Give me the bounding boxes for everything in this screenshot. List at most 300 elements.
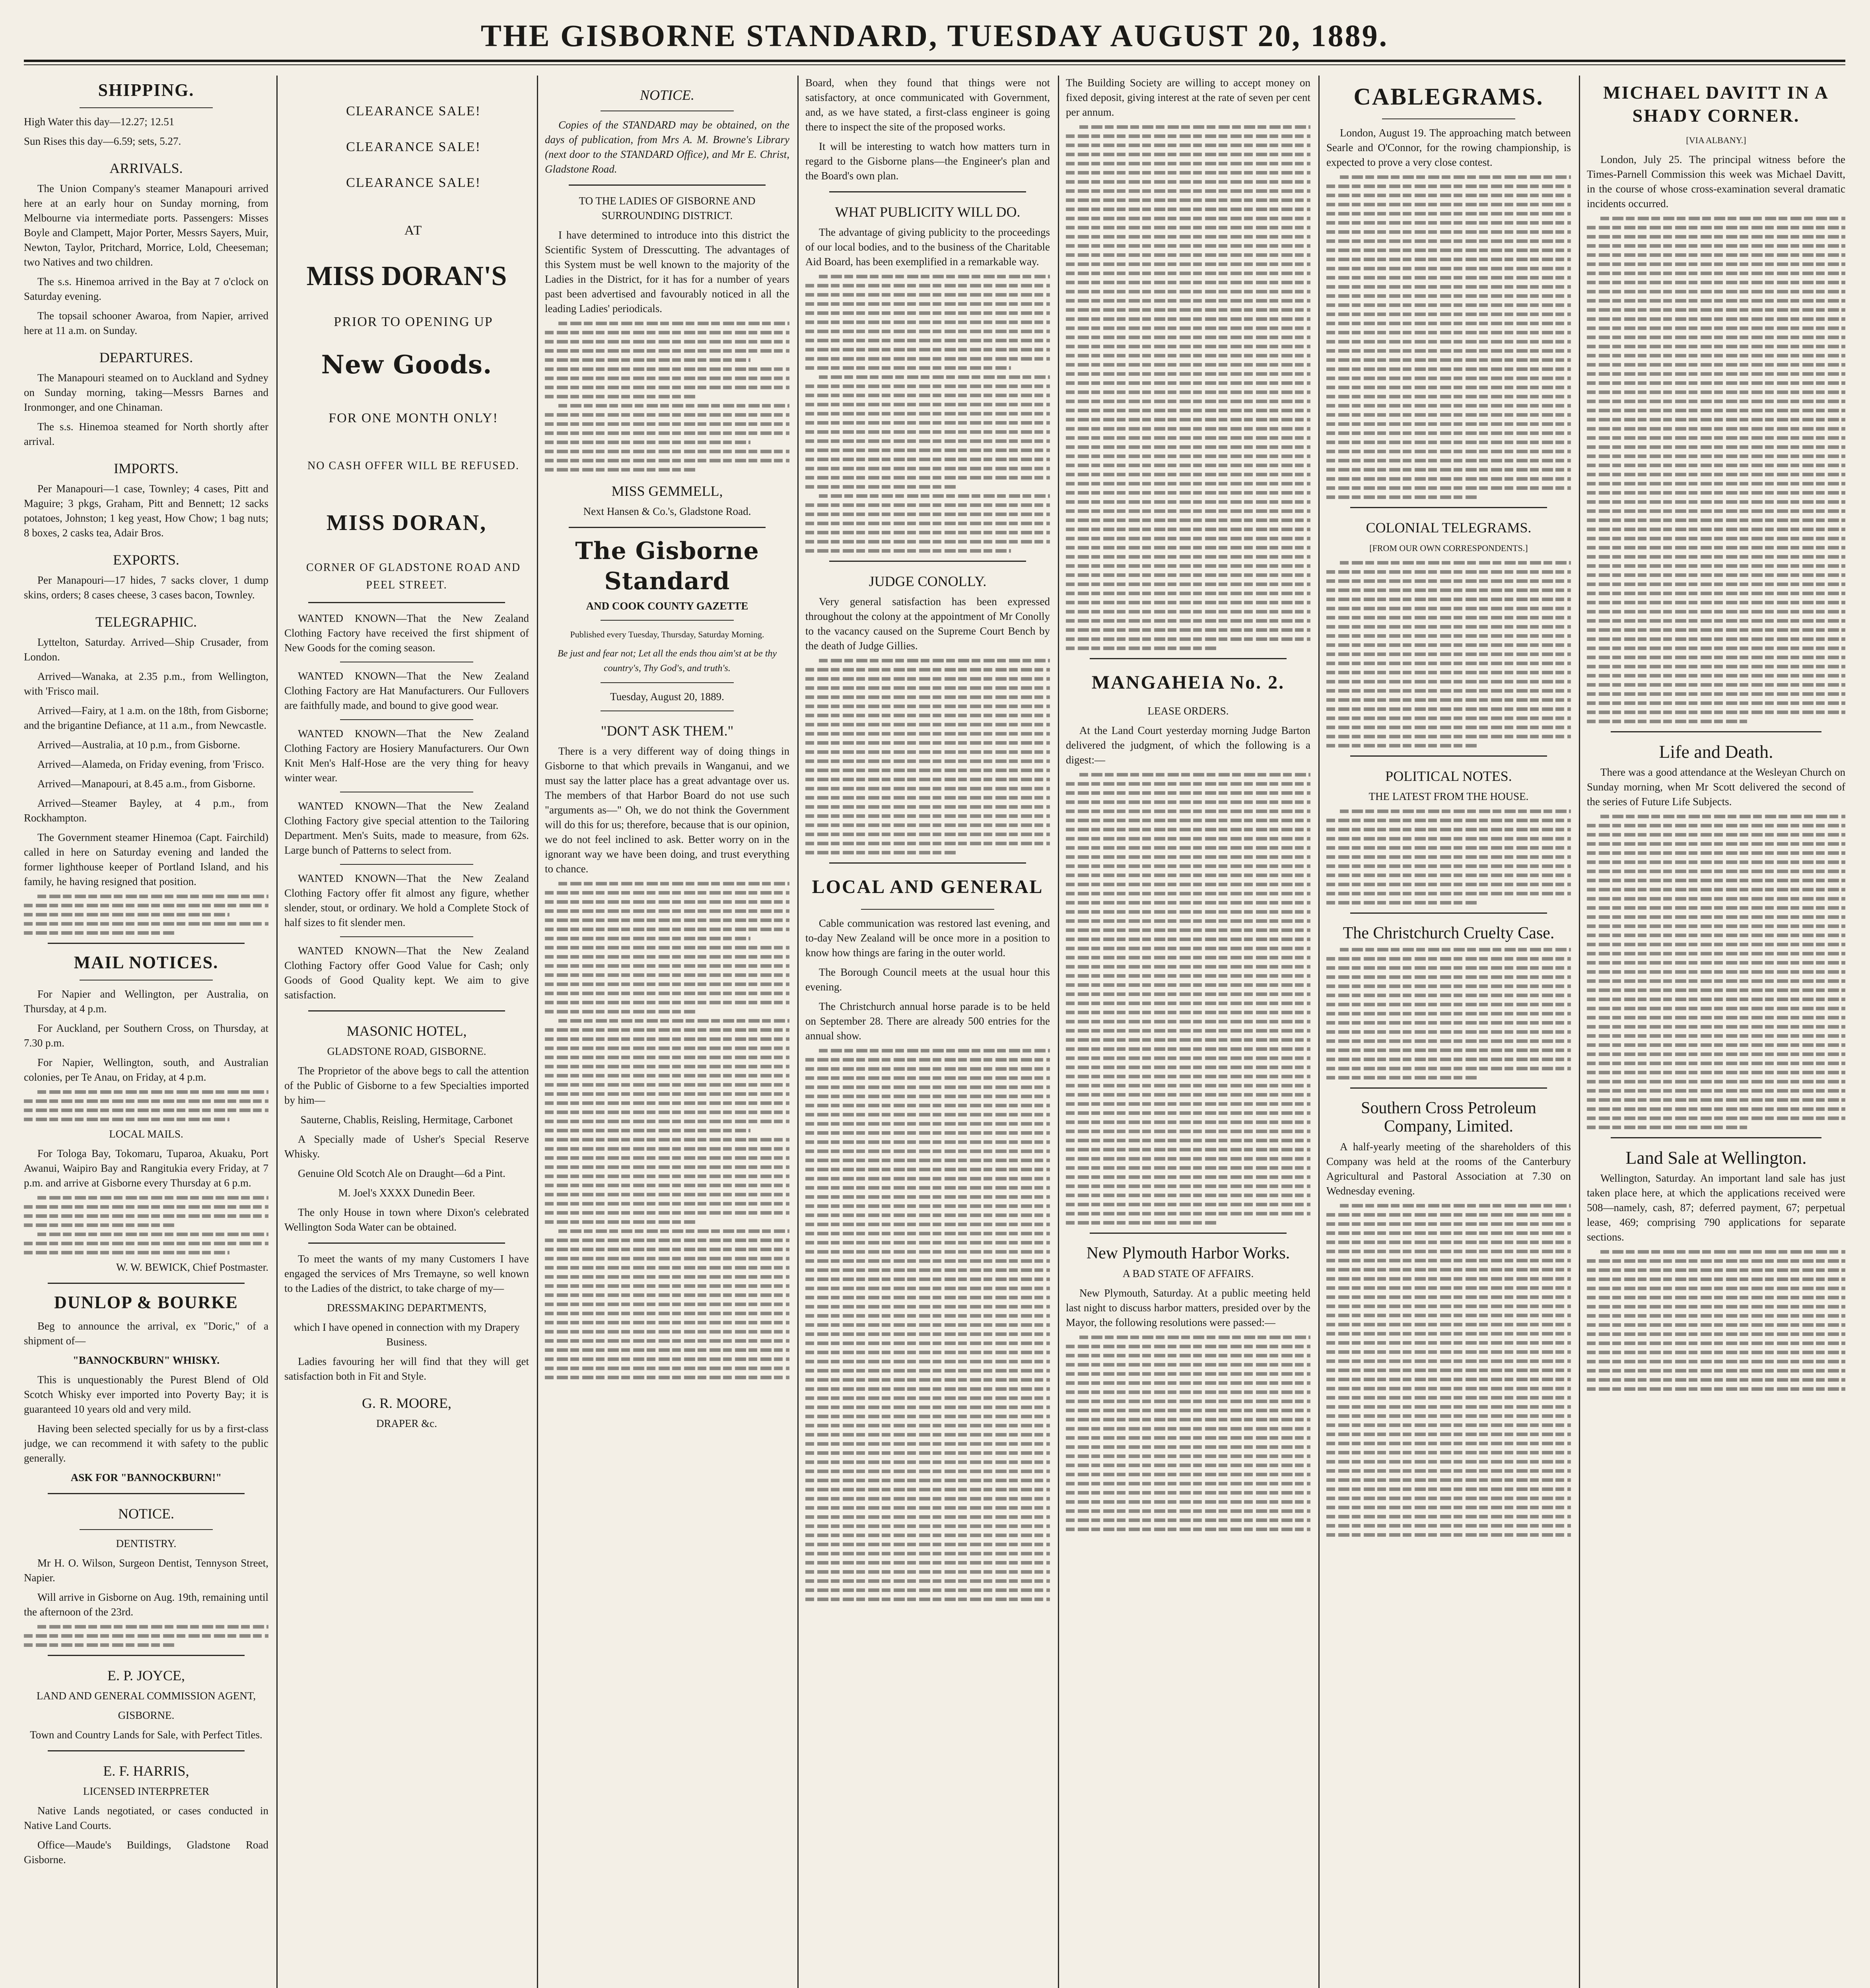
text-line xyxy=(805,1534,1050,1537)
local-text: Cable communication was restored last evening, and to-day New Zealand will be once more in a position to know how things are faring in the outer world. xyxy=(805,917,1050,959)
text-line xyxy=(1326,1048,1571,1052)
column-rule xyxy=(537,76,538,1988)
new-goods-heading: New Goods. xyxy=(321,350,492,380)
davitt-text: London, July 25. The principal witness before the Times-Parnell Commission this week was Michael Davitt, in the course of whose cross-examination several dramatic incidents occurred. xyxy=(1587,153,1845,210)
text-line xyxy=(1066,919,1310,923)
text-line xyxy=(805,1159,1050,1162)
text-line xyxy=(24,1634,268,1638)
text-line xyxy=(1066,646,1217,650)
text-line xyxy=(1066,601,1310,604)
text-line xyxy=(545,367,789,371)
text-line xyxy=(1326,1058,1571,1061)
text-line xyxy=(1326,1506,1571,1509)
text-line xyxy=(1066,363,1310,367)
text-line xyxy=(545,1293,789,1297)
life-and-death-heading: Life and Death. xyxy=(1659,742,1773,762)
divider xyxy=(569,184,766,186)
text-line xyxy=(805,1241,1050,1244)
text-line xyxy=(1066,837,1310,841)
text-line xyxy=(24,931,175,935)
text-line xyxy=(545,1156,789,1160)
text-line xyxy=(1587,924,1845,928)
text-line xyxy=(1066,418,1310,421)
text-line xyxy=(1587,427,1845,431)
text-line xyxy=(1587,943,1845,946)
dunlop-text: Beg to announce the arrival, ex "Doric," of a shipment of— xyxy=(24,1320,268,1347)
text-line xyxy=(805,348,1050,351)
masonic-text-3: Genuine Old Scotch Ale on Draught—6d a Pint. xyxy=(298,1167,505,1179)
mail-text-2: For Auckland, per Southern Cross, on Thursday, at 7.30 p.m. xyxy=(24,1022,268,1049)
text-line xyxy=(545,1101,789,1105)
text-line xyxy=(1066,1500,1310,1504)
text-line xyxy=(1587,1305,1845,1309)
text-line xyxy=(545,1275,789,1279)
divider xyxy=(601,620,734,621)
text-line xyxy=(545,441,750,444)
text-line xyxy=(819,1049,1050,1052)
text-line xyxy=(1326,386,1571,389)
text-line xyxy=(1326,203,1571,206)
leader-heading: "DON'T ASK THEM." xyxy=(601,723,734,739)
text-line xyxy=(805,467,1050,470)
text-line xyxy=(1600,217,1845,220)
text-line xyxy=(545,1028,789,1032)
text-line xyxy=(1326,1295,1571,1299)
divider xyxy=(48,1283,245,1284)
text-line xyxy=(805,668,1050,672)
text-line xyxy=(1326,1332,1571,1336)
harris-name: E. F. HARRIS, xyxy=(103,1763,189,1779)
text-line xyxy=(1066,637,1310,641)
text-line xyxy=(805,302,1050,306)
text-line xyxy=(545,1165,789,1169)
text-line xyxy=(1326,340,1571,344)
gemmell-name: MISS GEMMELL, xyxy=(611,483,723,499)
text-line xyxy=(1066,564,1310,568)
text-line xyxy=(1326,901,1478,905)
text-line xyxy=(805,549,1011,553)
text-line xyxy=(1326,1524,1571,1528)
text-line xyxy=(1066,810,1310,813)
text-line xyxy=(805,833,1050,836)
column-rule xyxy=(1058,76,1059,1988)
text-line xyxy=(558,322,789,325)
text-line xyxy=(1066,901,1310,905)
text-line xyxy=(1066,473,1310,476)
davitt-heading: MICHAEL DAVITT IN A SHADY CORNER. xyxy=(1603,82,1829,126)
text-line xyxy=(1066,1157,1310,1161)
text-line xyxy=(1587,1378,1845,1382)
text-line xyxy=(1066,537,1310,540)
text-line xyxy=(1066,1120,1310,1124)
text-line xyxy=(1326,1241,1571,1244)
masonic-list: Sauterne, Chablis, Reisling, Hermitage, Carbonet xyxy=(300,1114,513,1126)
column-5 xyxy=(1066,76,1310,1988)
text-line xyxy=(1066,226,1310,229)
text-line xyxy=(545,1074,789,1077)
text-line xyxy=(1066,134,1310,138)
divider xyxy=(829,862,1026,864)
text-line xyxy=(1066,864,1310,868)
dunlop-text-3: Having been selected specially for us by a first-class judge, we can recommend it with safety to the public generally. xyxy=(24,1423,268,1464)
text-line xyxy=(558,404,789,408)
text-line xyxy=(1587,683,1845,687)
text-line xyxy=(805,1424,1050,1427)
text-line xyxy=(545,1184,789,1187)
mangaheia-subheading: LEASE ORDERS. xyxy=(1147,705,1229,717)
masonic-text-4: M. Joel's XXXX Dunedin Beer. xyxy=(338,1187,475,1199)
text-line xyxy=(1587,500,1845,504)
text-line xyxy=(1587,345,1845,348)
text-line xyxy=(1326,1012,1571,1015)
text-line xyxy=(805,1213,1050,1217)
exports-heading: EXPORTS. xyxy=(113,552,179,568)
life-and-death-text: There was a good attendance at the Wesleyan Church on Sunday morning, when Mr Scott delivered the second of the series of Future Life Subjects. xyxy=(1587,766,1845,808)
text-line xyxy=(545,422,789,426)
text-line xyxy=(1587,674,1845,678)
high-water: High Water this day—12.27; 12.51 xyxy=(24,116,175,128)
text-line xyxy=(805,823,1050,827)
text-line xyxy=(1066,217,1310,220)
text-line xyxy=(545,909,789,913)
petroleum-text: A half-yearly meeting of the shareholders of this Company was held at the rooms of the Canterbury Agricultural and Pastoral Association at 7.30 on Wednesday evening. xyxy=(1326,1141,1571,1197)
local-text-2: The Borough Council meets at the usual hour this evening. xyxy=(805,966,1050,993)
text-line xyxy=(805,448,1050,452)
text-line xyxy=(1587,262,1845,266)
text-line xyxy=(37,1196,268,1200)
text-line xyxy=(545,1266,789,1270)
masonic-text-2: A Specially made of Usher's Special Reserve Whisky. xyxy=(284,1133,529,1160)
text-line xyxy=(1066,546,1310,549)
telegraphic-text-3: Arrived—Fairy, at 1 a.m. on the 18th, from Gisborne; and the brigantine Defiance, at 11 a.m., from Newcastle. xyxy=(24,705,268,731)
text-line xyxy=(1066,1148,1310,1151)
davitt-subheading: [VIA ALBANY.] xyxy=(1686,135,1746,145)
text-line xyxy=(1587,381,1845,385)
text-line xyxy=(1066,144,1310,147)
text-line xyxy=(558,1229,789,1233)
text-line xyxy=(1066,1175,1310,1179)
paper-subtitle: AND COOK COUNTY GAZETTE xyxy=(586,600,748,612)
text-line xyxy=(1066,153,1310,156)
departures-text: The Manapouri steamed on to Auckland and Sydney on Sunday morning, taking—Messrs Barnes and Ironmonger, and one Chinaman. xyxy=(24,372,268,413)
divider xyxy=(829,561,1026,562)
text-line xyxy=(545,1239,789,1242)
text-line xyxy=(805,1460,1050,1464)
text-line xyxy=(805,439,1050,443)
wanted-known-4: WANTED KNOWN—That the New Zealand Clothing Factory give special attention to the Tailoring Department. Men's Suits, made to measure, from 62s. Large bunch of Patterns to select from. xyxy=(284,800,529,856)
text-line xyxy=(805,284,1050,287)
text-line xyxy=(1587,720,1747,723)
text-line xyxy=(1587,1098,1845,1102)
text-line xyxy=(1066,326,1310,330)
text-line xyxy=(545,377,789,380)
text-line xyxy=(1587,253,1845,257)
text-line xyxy=(1326,1067,1571,1070)
text-line xyxy=(1587,363,1845,367)
text-line xyxy=(1587,1062,1845,1065)
text-line xyxy=(1587,326,1845,330)
clearance-sale-2: CLEARANCE SALE! xyxy=(346,140,481,154)
text-line xyxy=(1587,1360,1845,1363)
telegraphic-text-5: Arrived—Alameda, on Friday evening, from 'Frisco. xyxy=(37,758,264,770)
cablegrams-text: London, August 19. The approaching match between Searle and O'Connor, for the rowing championship, is expected to prove a very close contest. xyxy=(1326,127,1571,168)
text-line xyxy=(1066,253,1310,257)
corner-address: CORNER OF GLADSTONE ROAD AND PEEL STREET. xyxy=(306,561,521,591)
text-line xyxy=(1587,646,1845,650)
text-line xyxy=(1326,404,1571,408)
notice-heading: NOTICE. xyxy=(640,87,695,103)
text-line xyxy=(1326,671,1571,674)
text-line xyxy=(545,946,789,949)
land-sale-heading: Land Sale at Wellington. xyxy=(1625,1147,1807,1168)
text-line xyxy=(1587,390,1845,394)
text-line xyxy=(1587,518,1845,522)
mangaheia-heading: MANGAHEIA No. 2. xyxy=(1091,672,1285,693)
text-line xyxy=(1066,883,1310,886)
text-line xyxy=(1326,1497,1571,1500)
divider xyxy=(1350,507,1547,508)
text-line xyxy=(805,339,1050,342)
text-line xyxy=(1326,267,1571,270)
text-line xyxy=(805,403,1050,406)
local-text-3: The Christchurch annual horse parade is to be held on September 28. There are already 500 entries for the annual show. xyxy=(805,1000,1050,1042)
text-line xyxy=(805,695,1050,699)
text-line xyxy=(1326,855,1571,859)
text-line xyxy=(1326,422,1571,426)
text-line xyxy=(1326,680,1571,683)
text-line xyxy=(1326,598,1571,601)
text-line xyxy=(1326,984,1571,988)
text-line xyxy=(1326,313,1571,316)
leader-continued: Board, when they found that things were not satisfactory, at once communicated with Government, and, as we have stated, a first-class engineer is going there to inspect the site of the proposed works. xyxy=(805,77,1050,133)
text-line xyxy=(1066,491,1310,495)
harris-text: Native Lands negotiated, or cases conducted in Native Land Courts. xyxy=(24,1805,268,1831)
text-line xyxy=(545,1330,789,1334)
judge-conolly-text: Very general satisfaction has been expressed throughout the colony at the appointment of Mr Conolly to the vacancy caused on the Supreme Court Bench by the death of Judge Gillies. xyxy=(805,596,1050,652)
text-line xyxy=(1066,1445,1310,1449)
text-line xyxy=(1066,628,1310,632)
text-line xyxy=(1587,656,1845,659)
text-line xyxy=(1066,1464,1310,1467)
text-line xyxy=(1326,579,1571,583)
text-line xyxy=(1587,1387,1845,1391)
text-line xyxy=(805,1085,1050,1089)
text-line xyxy=(805,1360,1050,1363)
text-line xyxy=(1066,1075,1310,1078)
text-line xyxy=(1326,212,1571,215)
political-notes-sub: THE LATEST FROM THE HOUSE. xyxy=(1368,790,1529,802)
text-line xyxy=(1587,888,1845,891)
text-line xyxy=(1326,1003,1571,1006)
text-line xyxy=(1066,262,1310,266)
text-line xyxy=(1587,988,1845,992)
dentist-text: Mr H. O. Wilson, Surgeon Dentist, Tennyson Street, Napier. xyxy=(24,1557,268,1584)
text-line xyxy=(1066,464,1310,467)
text-line xyxy=(1066,345,1310,348)
text-line xyxy=(805,476,1050,480)
text-line xyxy=(805,1342,1050,1345)
text-line xyxy=(805,1232,1050,1235)
text-line xyxy=(1326,1039,1571,1043)
text-line xyxy=(1066,436,1310,440)
dressmaking-text-2: which I have opened in connection with my Drapery Business. xyxy=(294,1321,520,1348)
text-line xyxy=(545,1175,789,1178)
text-line xyxy=(805,293,1050,297)
arrivals-text-2: The s.s. Hinemoa arrived in the Bay at 7 o'clock on Saturday evening. xyxy=(24,276,268,302)
text-line xyxy=(1066,1418,1310,1421)
text-line xyxy=(1587,317,1845,321)
text-line xyxy=(1326,846,1571,850)
text-line xyxy=(1326,258,1571,261)
text-line xyxy=(545,1248,789,1251)
divider xyxy=(48,1750,245,1751)
paper-motto: Be just and fear not; Let all the ends thou aim'st at be thy country's, Thy God's, and truth's. xyxy=(557,648,777,674)
text-line xyxy=(1587,851,1845,855)
text-line xyxy=(1066,791,1310,795)
text-line xyxy=(1326,819,1571,822)
text-line xyxy=(1326,643,1571,647)
text-line xyxy=(1326,239,1571,243)
text-line xyxy=(805,677,1050,681)
telegraphic-text-6: Arrived—Manapouri, at 8.45 a.m., from Gisborne. xyxy=(37,778,256,790)
text-line xyxy=(805,1259,1050,1263)
mail-notices-heading: MAIL NOTICES. xyxy=(74,953,219,972)
text-line xyxy=(1587,961,1845,965)
dressmaking-text: To meet the wants of my many Customers I have engaged the services of Mrs Tremayne, so well known to the Ladies of the district, to take charge of my— xyxy=(284,1253,529,1294)
text-line xyxy=(1326,1487,1571,1491)
text-line xyxy=(1326,1350,1571,1354)
text-line xyxy=(1066,1518,1310,1522)
text-line xyxy=(805,1323,1050,1327)
text-line xyxy=(805,750,1050,754)
text-line xyxy=(1066,1491,1310,1495)
dentist-text-2: Will arrive in Gisborne on Aug. 19th, remaining until the afternoon of the 23rd. xyxy=(24,1591,268,1618)
column-rule xyxy=(1579,76,1580,1988)
text-line xyxy=(1587,464,1845,467)
text-line xyxy=(1066,1509,1310,1513)
text-line xyxy=(545,1339,789,1343)
text-line xyxy=(1340,1204,1571,1208)
text-line xyxy=(1326,294,1571,298)
text-line xyxy=(1587,290,1845,293)
text-line xyxy=(1587,665,1845,668)
divider xyxy=(80,1529,213,1530)
paper-date: Tuesday, August 20, 1889. xyxy=(610,691,724,703)
text-line xyxy=(1587,1025,1845,1029)
text-line xyxy=(1326,744,1478,747)
text-line xyxy=(805,540,1050,544)
arrivals-heading: ARRIVALS. xyxy=(109,160,183,176)
text-line xyxy=(1066,1029,1310,1033)
at-label: AT xyxy=(404,223,423,238)
text-line xyxy=(1326,1533,1571,1537)
harris-title: LICENSED INTERPRETER xyxy=(83,1785,210,1797)
text-line xyxy=(805,503,1050,507)
text-line xyxy=(1066,892,1310,895)
text-line xyxy=(805,357,1050,361)
text-line xyxy=(805,1497,1050,1501)
text-line xyxy=(1326,874,1571,877)
text-line xyxy=(1326,828,1571,831)
text-line xyxy=(1587,272,1845,275)
text-line xyxy=(1326,395,1571,398)
text-line xyxy=(1326,883,1571,886)
text-line xyxy=(1066,528,1310,531)
text-line xyxy=(1326,276,1571,280)
column-4 xyxy=(805,76,1050,1988)
text-line xyxy=(545,1321,789,1324)
dunlop-bourke-heading: DUNLOP & BOURKE xyxy=(54,1293,238,1312)
text-line xyxy=(1326,707,1571,711)
text-line xyxy=(1587,235,1845,239)
column-2 xyxy=(284,76,529,1988)
text-line xyxy=(1066,500,1310,504)
text-line xyxy=(1066,619,1310,623)
text-line xyxy=(1326,1286,1571,1290)
text-line xyxy=(1587,1259,1845,1263)
text-line xyxy=(1066,938,1310,941)
prior-label: PRIOR TO OPENING UP xyxy=(334,315,493,329)
text-line xyxy=(1066,1194,1310,1197)
text-line xyxy=(1066,1203,1310,1206)
text-line xyxy=(805,384,1050,388)
wanted-known-3: WANTED KNOWN—That the New Zealand Clothing Factory are Hosiery Manufacturers. Our Own Knit Men's Half-Hose are the very thing for heavy winter wear. xyxy=(284,728,529,784)
text-line xyxy=(1326,1378,1571,1381)
judge-conolly-heading: JUDGE CONOLLY. xyxy=(869,573,987,589)
text-line xyxy=(1326,1423,1571,1427)
text-line xyxy=(1066,1056,1310,1060)
plymouth-heading: New Plymouth Harbor Works. xyxy=(1086,1244,1290,1262)
text-line xyxy=(1326,634,1571,638)
text-line xyxy=(805,311,1050,315)
text-line xyxy=(1587,281,1845,284)
text-line xyxy=(1066,400,1310,403)
text-line xyxy=(545,900,789,904)
text-line xyxy=(1587,637,1845,641)
text-line xyxy=(805,732,1050,736)
text-line xyxy=(805,1442,1050,1446)
text-line xyxy=(805,1543,1050,1546)
text-line xyxy=(805,723,1050,726)
text-line xyxy=(805,805,1050,809)
text-line xyxy=(37,1625,268,1629)
text-line xyxy=(1587,400,1845,403)
text-line xyxy=(805,1470,1050,1473)
divider xyxy=(308,1010,505,1011)
text-line xyxy=(24,922,268,926)
text-line xyxy=(1340,948,1571,951)
text-line xyxy=(545,340,789,344)
text-line xyxy=(805,1332,1050,1336)
text-line xyxy=(1587,564,1845,568)
text-line xyxy=(805,1131,1050,1135)
text-line xyxy=(1079,773,1310,777)
text-line xyxy=(1066,1528,1310,1531)
masthead-rule xyxy=(24,60,1845,62)
publishing-days: Published every Tuesday, Thursday, Saturday Morning. xyxy=(570,629,764,639)
text-line xyxy=(545,992,789,995)
text-line xyxy=(1326,1451,1571,1454)
text-line xyxy=(545,1056,789,1059)
text-line xyxy=(545,386,789,389)
text-line xyxy=(1326,1469,1571,1473)
text-line xyxy=(24,1099,268,1103)
divider xyxy=(308,1242,505,1244)
text-line xyxy=(1066,281,1310,284)
wanted-known-5: WANTED KNOWN—That the New Zealand Clothing Factory offer fit almost any figure, whether slender, stout, or ordinary. We hold a Complete Stock of half sizes to fit slender men. xyxy=(284,872,529,928)
text-line xyxy=(819,275,1050,278)
text-line xyxy=(1587,1126,1747,1129)
